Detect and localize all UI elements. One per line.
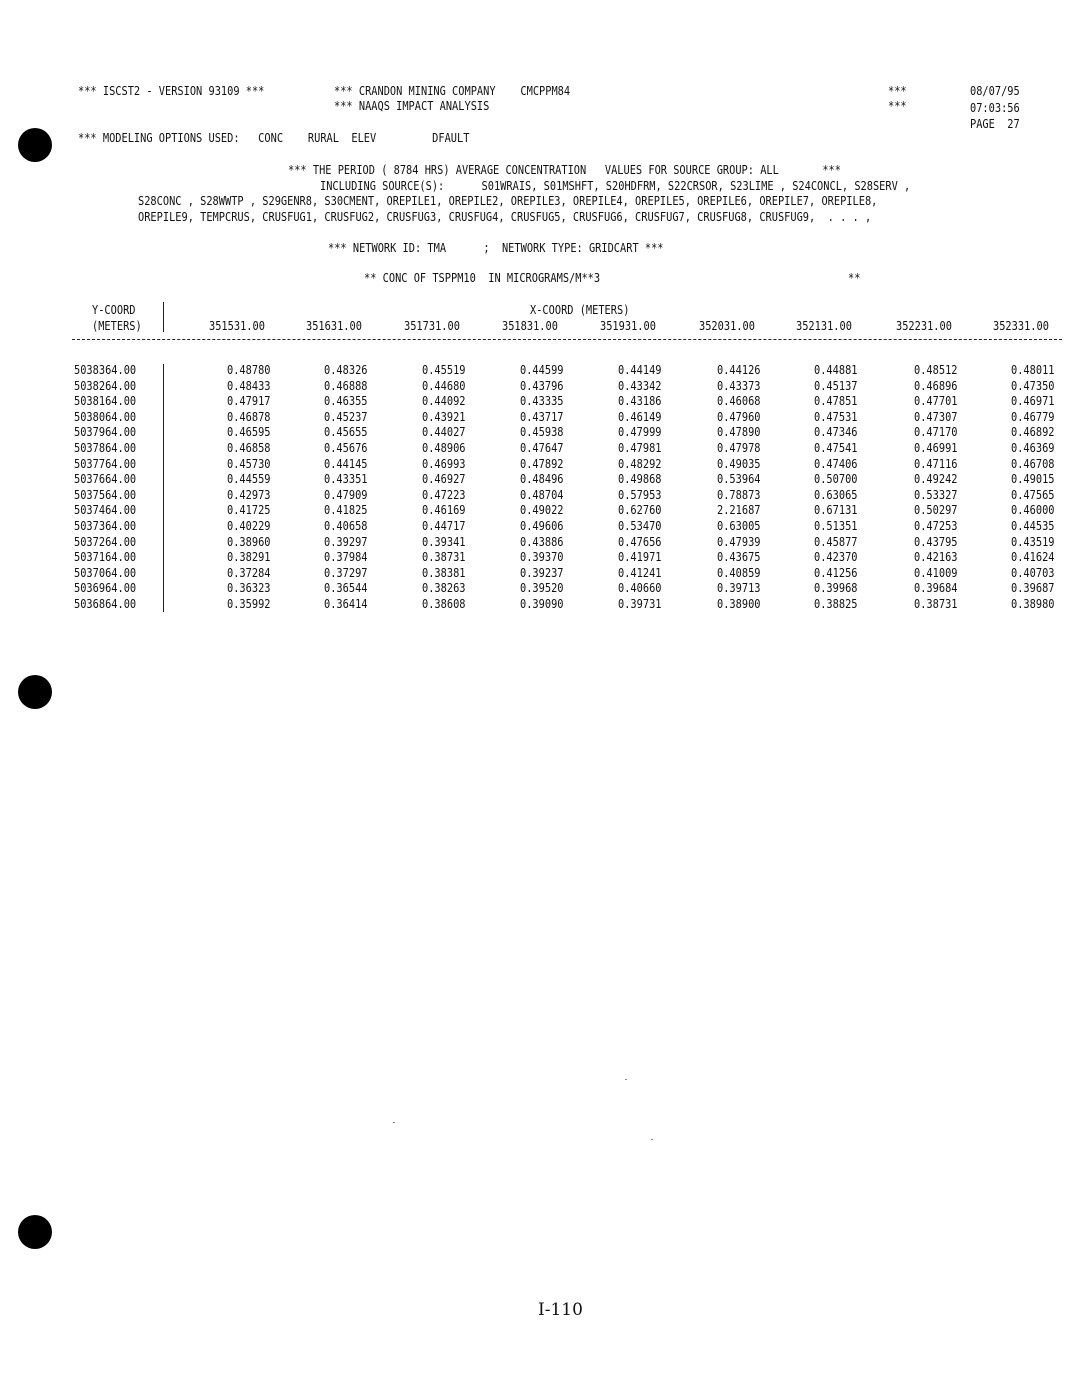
conc-value-cell: 0.47350 — [1011, 378, 1055, 393]
conc-value-cell: 0.50700 — [814, 472, 858, 487]
conc-value-cell: 0.78873 — [717, 487, 761, 502]
report-page: PAGE 27 — [970, 117, 1020, 131]
conc-value-cell: 0.46708 — [1011, 456, 1055, 471]
conc-value-cell: 0.43921 — [422, 409, 466, 424]
conc-value-cell: 0.38960 — [227, 534, 271, 549]
conc-value-cell: 0.46888 — [324, 378, 368, 393]
conc-value-cell: 0.44027 — [422, 425, 466, 440]
conc-value-cell: 0.47851 — [814, 394, 858, 409]
conc-value-cell: 0.41725 — [227, 503, 271, 518]
table-row — [74, 394, 1064, 410]
conc-value-cell: 0.38291 — [227, 550, 271, 565]
conc-value-cell: 0.39968 — [814, 581, 858, 596]
conc-value-cell: 0.36414 — [324, 597, 368, 611]
conc-value-cell: 0.46149 — [618, 409, 662, 424]
conc-value-cell: 0.47406 — [814, 456, 858, 471]
conc-value-cell: 0.36544 — [324, 581, 368, 596]
conc-value-cell: 0.41624 — [1011, 550, 1055, 565]
conc-value-cell: 0.37284 — [227, 565, 271, 580]
conc-value-cell: 0.39713 — [717, 581, 761, 596]
conc-value-cell: 0.41256 — [814, 565, 858, 580]
conc-value-cell: 0.39684 — [914, 581, 958, 596]
conc-value-cell: 0.48433 — [227, 378, 271, 393]
conc-value-cell: 0.46779 — [1011, 409, 1055, 424]
page-number: I-110 — [538, 1300, 583, 1320]
conc-value-cell: 0.50297 — [914, 503, 958, 518]
conc-value-cell: 0.45137 — [814, 378, 858, 393]
table-row — [74, 597, 1064, 613]
program-version: *** ISCST2 - VERSION 93109 *** — [78, 84, 265, 98]
conc-value-cell: 0.39687 — [1011, 581, 1055, 596]
y-coord-cell: 5038064.00 — [74, 409, 137, 424]
table-row — [74, 503, 1064, 519]
report-date: 08/07/95 — [970, 84, 1020, 98]
conc-value-cell: 0.62760 — [618, 503, 662, 518]
y-coord-cell: 5037864.00 — [74, 441, 137, 455]
table-row — [74, 425, 1064, 441]
conc-value-cell: 0.46927 — [422, 472, 466, 487]
conc-title: ** CONC OF TSPPM10 IN MICROGRAMS/M**3 — [364, 271, 601, 285]
conc-value-cell: 0.43373 — [717, 378, 761, 393]
table-row — [74, 472, 1064, 488]
conc-value-cell: 0.42370 — [814, 550, 858, 565]
conc-value-cell: 0.43796 — [520, 378, 564, 393]
conc-value-cell: 0.41009 — [914, 565, 958, 580]
x-header-cell: 352231.00 — [896, 319, 952, 333]
conc-value-cell: 0.44149 — [618, 363, 662, 377]
y-coord-cell: 5037064.00 — [74, 565, 137, 580]
y-coord-cell: 5036964.00 — [74, 581, 137, 596]
conc-value-cell: 0.46355 — [324, 394, 368, 409]
conc-value-cell: 0.48704 — [520, 487, 564, 502]
conc-value-cell: 0.53964 — [717, 472, 761, 487]
conc-value-cell: 0.45877 — [814, 534, 858, 549]
conc-value-cell: 0.36323 — [227, 581, 271, 596]
conc-value-cell: 0.47981 — [618, 441, 662, 455]
conc-value-cell: 0.43675 — [717, 550, 761, 565]
conc-value-cell: 0.44092 — [422, 394, 466, 409]
y-coord-cell: 5037764.00 — [74, 456, 137, 471]
conc-value-cell: 0.48780 — [227, 363, 271, 377]
conc-value-cell: 0.46000 — [1011, 503, 1055, 518]
conc-value-cell: 0.47647 — [520, 441, 564, 455]
conc-value-cell: 0.44680 — [422, 378, 466, 393]
conc-value-cell: 0.41971 — [618, 550, 662, 565]
conc-value-cell: 0.47531 — [814, 409, 858, 424]
conc-value-cell: 0.45730 — [227, 456, 271, 471]
conc-value-cell: 0.46595 — [227, 425, 271, 440]
conc-value-cell: 0.41241 — [618, 565, 662, 580]
conc-value-cell: 2.21687 — [717, 503, 761, 518]
conc-value-cell: 0.46169 — [422, 503, 466, 518]
conc-value-cell: 0.48496 — [520, 472, 564, 487]
conc-value-cell: 0.47656 — [618, 534, 662, 549]
period-line-2: INCLUDING SOURCE(S): S01WRAIS, S01MSHFT, S20HDFRM, S22CRSOR, S23LIME , S24CONCL, S28SERV , — [320, 179, 911, 193]
report-time: 07:03:56 — [970, 101, 1020, 115]
conc-value-cell: 0.49022 — [520, 503, 564, 518]
conc-value-cell: 0.40658 — [324, 519, 368, 533]
y-coord-cell: 5036864.00 — [74, 597, 137, 611]
table-row — [74, 410, 1064, 426]
conc-value-cell: 0.43795 — [914, 534, 958, 549]
y-coord-cell: 5038264.00 — [74, 378, 137, 393]
conc-value-cell: 0.46971 — [1011, 394, 1055, 409]
table-row — [74, 457, 1064, 473]
conc-value-cell: 0.46068 — [717, 394, 761, 409]
conc-value-cell: 0.39297 — [324, 534, 368, 549]
conc-value-cell: 0.40229 — [227, 519, 271, 533]
conc-value-cell: 0.49242 — [914, 472, 958, 487]
x-header-cell: 351831.00 — [502, 319, 558, 333]
x-header-cell: 351931.00 — [600, 319, 656, 333]
scan-speck — [625, 1079, 627, 1080]
conc-value-cell: 0.46858 — [227, 441, 271, 455]
scan-speck — [393, 1122, 395, 1123]
conc-value-cell: 0.48292 — [618, 456, 662, 471]
conc-value-cell: 0.37297 — [324, 565, 368, 580]
analysis-line: *** NAAQS IMPACT ANALYSIS — [334, 99, 490, 113]
conc-value-cell: 0.45237 — [324, 409, 368, 424]
conc-value-cell: 0.67131 — [814, 503, 858, 518]
conc-title-end: ** — [848, 271, 861, 285]
conc-value-cell: 0.46878 — [227, 409, 271, 424]
table-row — [74, 519, 1064, 535]
conc-value-cell: 0.46896 — [914, 378, 958, 393]
conc-value-cell: 0.47223 — [422, 487, 466, 502]
period-line-1: *** THE PERIOD ( 8784 HRS) AVERAGE CONCENTRATION VALUES FOR SOURCE GROUP: ALL *** — [288, 163, 841, 177]
y-coord-cell: 5037464.00 — [74, 503, 137, 518]
conc-value-cell: 0.47116 — [914, 456, 958, 471]
conc-value-cell: 0.46892 — [1011, 425, 1055, 440]
scan-speck — [651, 1139, 653, 1140]
conc-value-cell: 0.44717 — [422, 519, 466, 533]
conc-value-cell: 0.38825 — [814, 597, 858, 611]
conc-value-cell: 0.53327 — [914, 487, 958, 502]
x-header-cell: 352031.00 — [699, 319, 755, 333]
y-coord-cell: 5037264.00 — [74, 534, 137, 549]
y-coord-cell: 5037364.00 — [74, 519, 137, 533]
conc-value-cell: 0.49868 — [618, 472, 662, 487]
xcoord-label: X-COORD (METERS) — [530, 303, 630, 317]
conc-value-cell: 0.44126 — [717, 363, 761, 377]
dashed-rule — [72, 339, 1062, 340]
conc-value-cell: 0.40703 — [1011, 565, 1055, 580]
conc-value-cell: 0.53470 — [618, 519, 662, 533]
conc-value-cell: 0.39520 — [520, 581, 564, 596]
conc-value-cell: 0.44881 — [814, 363, 858, 377]
conc-value-cell: 0.45676 — [324, 441, 368, 455]
conc-value-cell: 0.40660 — [618, 581, 662, 596]
conc-value-cell: 0.38731 — [422, 550, 466, 565]
conc-value-cell: 0.47890 — [717, 425, 761, 440]
table-row — [74, 363, 1064, 379]
x-header-cell: 352331.00 — [993, 319, 1049, 333]
conc-value-cell: 0.48512 — [914, 363, 958, 377]
conc-value-cell: 0.49035 — [717, 456, 761, 471]
conc-value-cell: 0.39731 — [618, 597, 662, 611]
conc-value-cell: 0.39090 — [520, 597, 564, 611]
conc-value-cell: 0.43519 — [1011, 534, 1055, 549]
header-divider — [163, 302, 164, 332]
conc-value-cell: 0.39370 — [520, 550, 564, 565]
conc-value-cell: 0.47701 — [914, 394, 958, 409]
y-coord-cell: 5038164.00 — [74, 394, 137, 409]
conc-value-cell: 0.44599 — [520, 363, 564, 377]
x-header-cell: 352131.00 — [796, 319, 852, 333]
conc-value-cell: 0.45938 — [520, 425, 564, 440]
conc-value-cell: 0.48326 — [324, 363, 368, 377]
conc-value-cell: 0.43351 — [324, 472, 368, 487]
period-line-3: S28CONC , S28WWTP , S29GENR8, S30CMENT, OREPILE1, OREPILE2, OREPILE3, OREPILE4, OREPILE5, OREPILE6, OREPILE7, OREPILE8, — [138, 194, 878, 208]
conc-value-cell: 0.43342 — [618, 378, 662, 393]
punch-hole-top — [18, 128, 52, 162]
table-row — [74, 535, 1064, 551]
conc-value-cell: 0.46993 — [422, 456, 466, 471]
conc-value-cell: 0.38263 — [422, 581, 466, 596]
ycoord-unit: (METERS) — [92, 319, 142, 333]
network-line: *** NETWORK ID: TMA ; NETWORK TYPE: GRIDCART *** — [328, 241, 664, 255]
conc-value-cell: 0.37984 — [324, 550, 368, 565]
conc-value-cell: 0.41825 — [324, 503, 368, 518]
table-row — [74, 488, 1064, 504]
conc-value-cell: 0.47999 — [618, 425, 662, 440]
conc-value-cell: 0.47909 — [324, 487, 368, 502]
punch-hole-bottom — [18, 1215, 52, 1249]
conc-value-cell: 0.63065 — [814, 487, 858, 502]
header-stars-1: *** — [888, 84, 907, 98]
conc-value-cell: 0.51351 — [814, 519, 858, 533]
conc-value-cell: 0.43717 — [520, 409, 564, 424]
conc-value-cell: 0.47892 — [520, 456, 564, 471]
conc-value-cell: 0.49015 — [1011, 472, 1055, 487]
header-stars-2: *** — [888, 99, 907, 113]
conc-value-cell: 0.43186 — [618, 394, 662, 409]
y-coord-cell: 5037964.00 — [74, 425, 137, 440]
conc-value-cell: 0.48011 — [1011, 363, 1055, 377]
conc-value-cell: 0.39237 — [520, 565, 564, 580]
conc-value-cell: 0.45655 — [324, 425, 368, 440]
conc-value-cell: 0.47307 — [914, 409, 958, 424]
conc-value-cell: 0.47253 — [914, 519, 958, 533]
period-line-4: OREPILE9, TEMPCRUS, CRUSFUG1, CRUSFUG2, CRUSFUG3, CRUSFUG4, CRUSFUG5, CRUSFUG6, CRUSFUG7, CRUSFUG8, CRUSFUG9, . . . , — [138, 210, 872, 224]
punch-hole-middle — [18, 675, 52, 709]
table-row — [74, 566, 1064, 582]
conc-value-cell: 0.49606 — [520, 519, 564, 533]
ycoord-label: Y-COORD — [92, 303, 136, 317]
conc-value-cell: 0.47917 — [227, 394, 271, 409]
table-row — [74, 581, 1064, 597]
conc-value-cell: 0.38608 — [422, 597, 466, 611]
conc-value-cell: 0.48906 — [422, 441, 466, 455]
conc-value-cell: 0.38980 — [1011, 597, 1055, 611]
conc-value-cell: 0.38731 — [914, 597, 958, 611]
conc-value-cell: 0.47960 — [717, 409, 761, 424]
conc-value-cell: 0.44559 — [227, 472, 271, 487]
modeling-options: *** MODELING OPTIONS USED: CONC RURAL ELEV DFAULT — [78, 131, 470, 145]
x-header-cell: 351731.00 — [404, 319, 460, 333]
conc-value-cell: 0.38381 — [422, 565, 466, 580]
conc-value-cell: 0.47978 — [717, 441, 761, 455]
conc-value-cell: 0.42163 — [914, 550, 958, 565]
conc-value-cell: 0.43335 — [520, 394, 564, 409]
conc-value-cell: 0.42973 — [227, 487, 271, 502]
conc-value-cell: 0.35992 — [227, 597, 271, 611]
conc-value-cell: 0.47170 — [914, 425, 958, 440]
table-row — [74, 379, 1064, 395]
conc-value-cell: 0.47565 — [1011, 487, 1055, 502]
company-line: *** CRANDON MINING COMPANY CMCPPM84 — [334, 84, 571, 98]
conc-value-cell: 0.47541 — [814, 441, 858, 455]
x-header-cell: 351531.00 — [209, 319, 265, 333]
conc-value-cell: 0.38900 — [717, 597, 761, 611]
conc-value-cell: 0.40859 — [717, 565, 761, 580]
conc-value-cell: 0.57953 — [618, 487, 662, 502]
y-coord-cell: 5037564.00 — [74, 487, 137, 502]
y-coord-cell: 5038364.00 — [74, 363, 137, 377]
conc-value-cell: 0.45519 — [422, 363, 466, 377]
conc-value-cell: 0.46369 — [1011, 441, 1055, 455]
conc-value-cell: 0.63005 — [717, 519, 761, 533]
conc-value-cell: 0.43886 — [520, 534, 564, 549]
conc-value-cell: 0.47346 — [814, 425, 858, 440]
x-header-cell: 351631.00 — [306, 319, 362, 333]
y-coord-cell: 5037164.00 — [74, 550, 137, 565]
conc-value-cell: 0.46991 — [914, 441, 958, 455]
y-coord-cell: 5037664.00 — [74, 472, 137, 487]
conc-value-cell: 0.47939 — [717, 534, 761, 549]
table-row — [74, 441, 1064, 457]
conc-value-cell: 0.44145 — [324, 456, 368, 471]
conc-value-cell: 0.44535 — [1011, 519, 1055, 533]
table-row — [74, 550, 1064, 566]
conc-value-cell: 0.39341 — [422, 534, 466, 549]
